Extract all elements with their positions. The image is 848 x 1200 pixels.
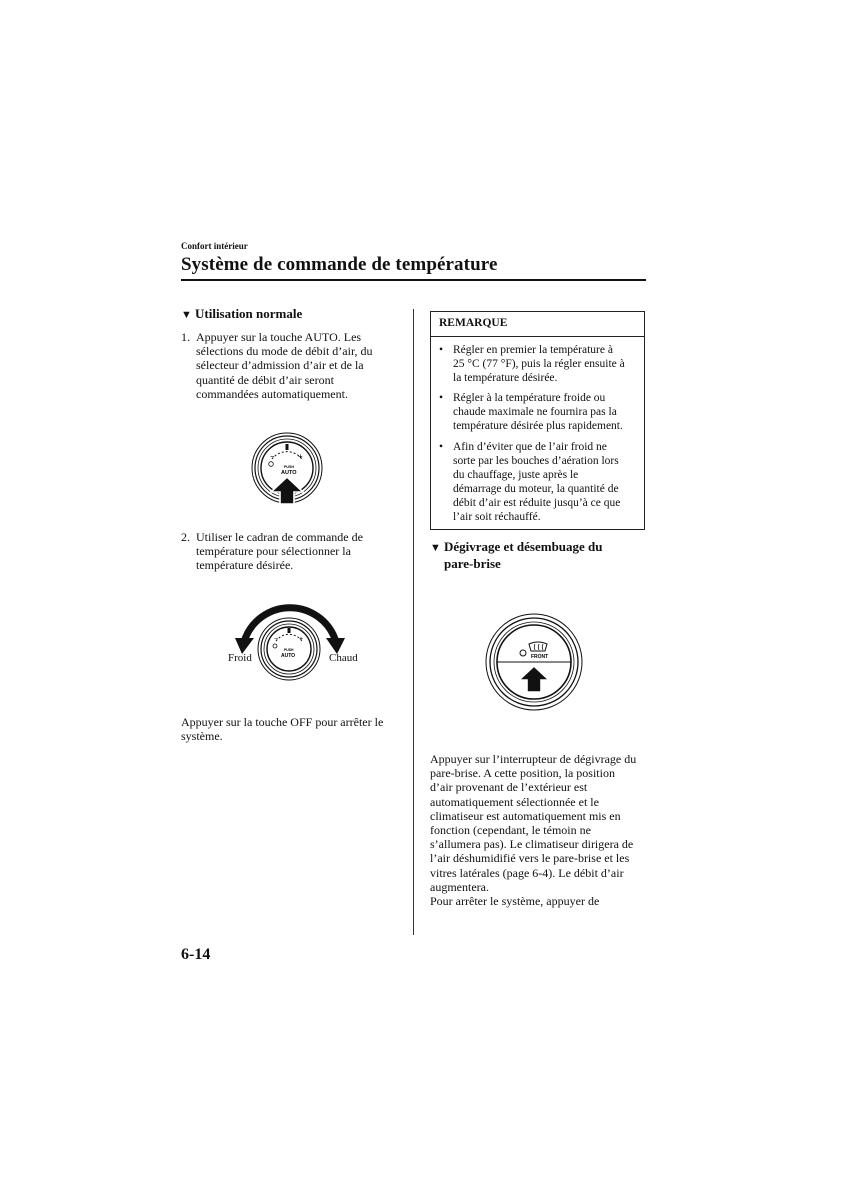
note-box	[430, 311, 645, 530]
defrost-button-icon	[486, 614, 582, 710]
defrost-description: Appuyer sur l’interrupteur de dégivrage du pare-brise. A cette position, la position d’air provenant de l’extérieur est automatiquement sélectionnée et le climatiseur est automatiquement mis en fonction (cependant, le témoin ne s’allumera pas). Le climatiseur dirigera de l’air déshumidifié vers le pare-brise et les vitres latérales (page 6-4). Le débit d’air augmentera. Pour arrêter le système, appuyer de	[430, 752, 637, 909]
list-item: • Afin d’éviter que de l’air froid ne sorte par les bouches d’aération lors du chauffage, juste après le démarrage du moteur, la quantité de débit d’air est réduite jusqu’à ce que l’air soit réchauffé.	[439, 440, 621, 524]
triangle-marker-icon: ▼	[430, 542, 441, 554]
auto-label: AUTO	[281, 653, 296, 659]
section-label: Confort intérieur	[181, 241, 248, 251]
step-text: Appuyer sur la touche AUTO. Les sélections du mode de débit d’air, du sélecteur d’admission d’air et de la quantité de débit d’air seront commandées automatiquement.	[196, 330, 373, 401]
step-number: 1.	[181, 330, 190, 344]
title-rule	[181, 279, 646, 281]
off-instruction: Appuyer sur la touche OFF pour arrêter le système.	[181, 715, 384, 744]
push-label: PUSH	[284, 648, 294, 652]
front-defrost-figure	[484, 608, 584, 714]
minus-label: −	[274, 636, 279, 643]
bullet-icon: •	[439, 392, 444, 405]
auto-knob-figure	[245, 422, 333, 518]
column-divider	[413, 309, 414, 935]
step-number: 2.	[181, 530, 190, 544]
triangle-marker-icon: ▼	[181, 309, 192, 321]
normal-use-heading: ▼ Utilisation normale	[181, 306, 303, 321]
defrost-heading: ▼ Dégivrage et désembuage du pare-brise	[430, 539, 603, 571]
auto-label: AUTO	[281, 470, 297, 476]
step-2	[181, 530, 406, 573]
page-number: 6-14	[181, 946, 211, 963]
hot-label: Chaud	[329, 652, 358, 664]
page-title: Système de commande de température	[181, 254, 498, 275]
plus-label: +	[298, 452, 303, 461]
bullet-icon: •	[439, 344, 444, 356]
bullet-icon: •	[439, 440, 444, 453]
temperature-dial-figure	[226, 594, 362, 686]
plus-label: +	[299, 636, 304, 643]
minus-label: −	[270, 452, 275, 461]
step-1	[181, 330, 406, 401]
list-item: • Régler à la température froide ou chaude maximale ne fournira pas la température désirée plus rapidement.	[439, 392, 623, 433]
note-list	[431, 337, 644, 524]
cold-label: Froid	[228, 652, 252, 664]
note-title: REMARQUE	[431, 312, 644, 337]
list-item: • Régler en premier la température à 25 °C (77 °F), puis la régler ensuite à la température désirée.	[439, 344, 625, 385]
front-label: FRONT	[531, 654, 549, 660]
step-text: Utiliser le cadran de commande de température pour sélectionner la température désirée.	[196, 530, 363, 573]
push-label: PUSH	[284, 465, 294, 469]
